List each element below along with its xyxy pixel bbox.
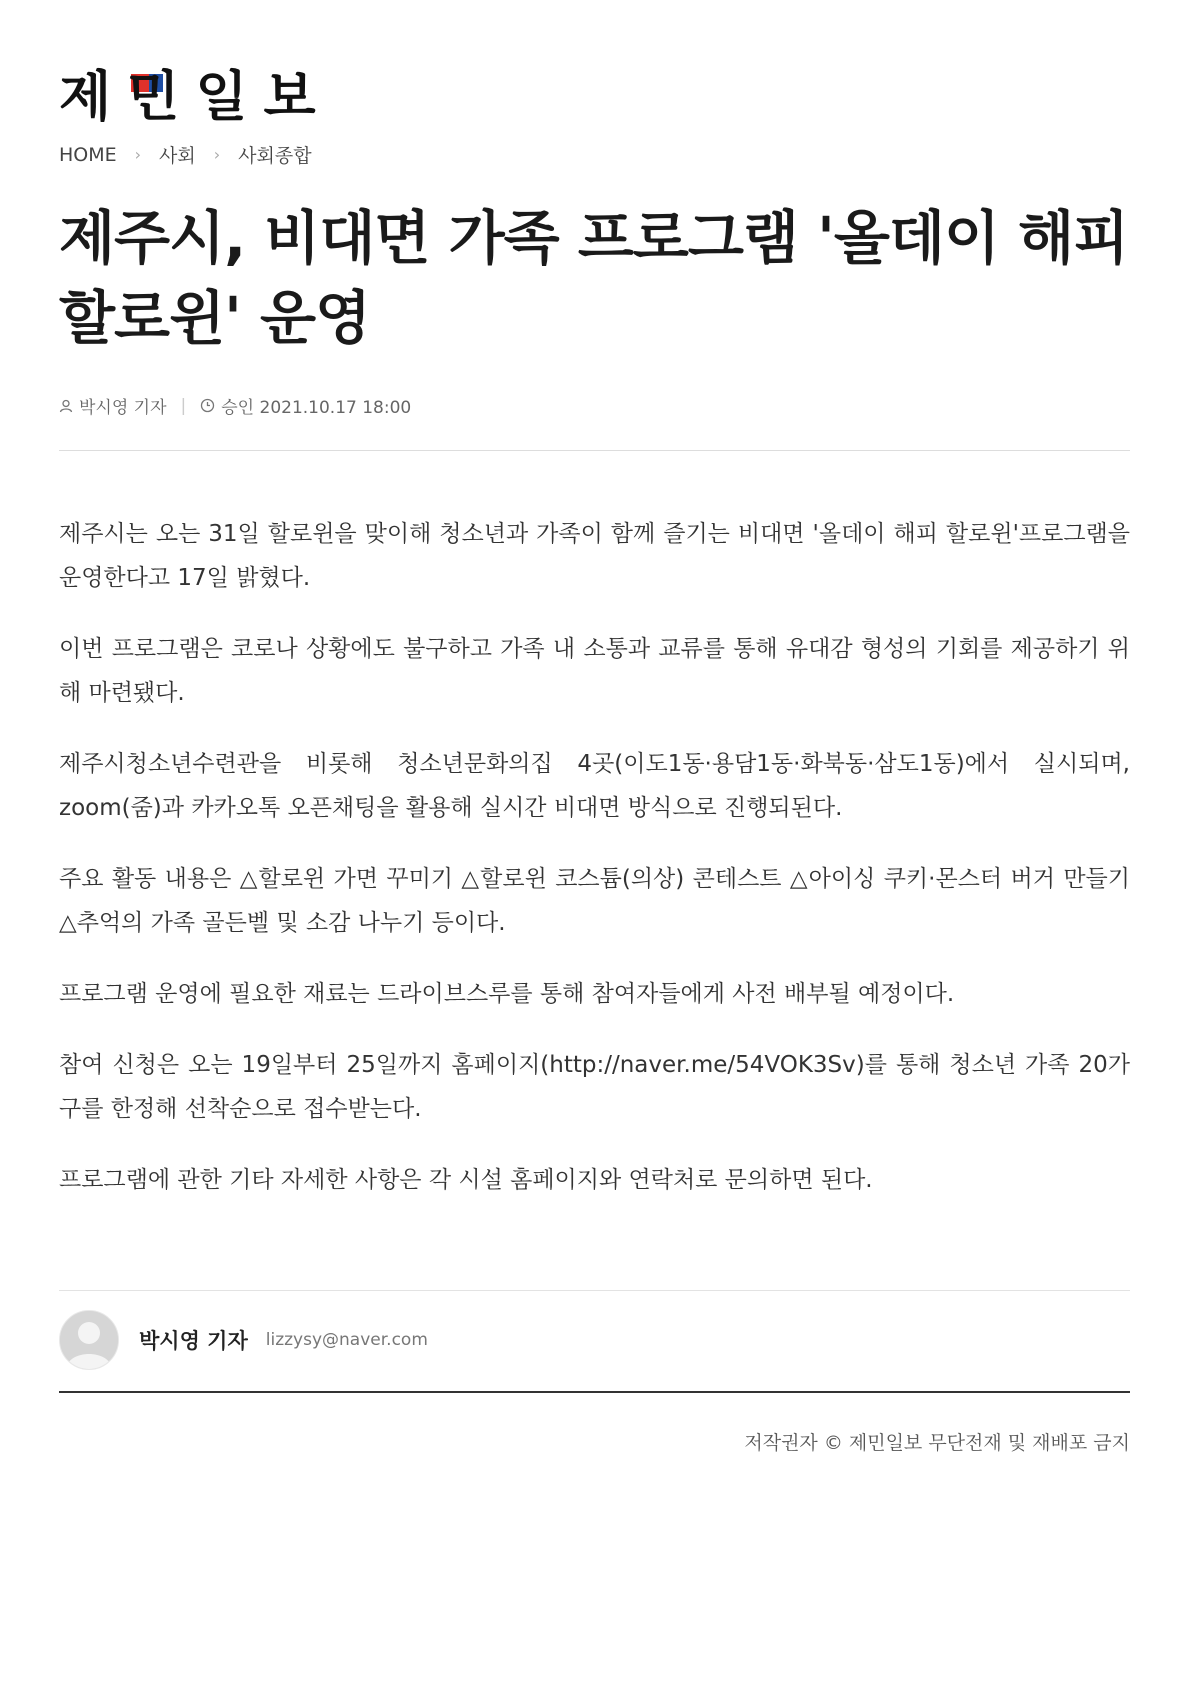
chevron-right-icon: › xyxy=(213,145,221,164)
chevron-right-icon: › xyxy=(134,145,142,164)
article-paragraph: 프로그램 운영에 필요한 재료는 드라이브스루를 통해 참여자들에게 사전 배부될 예정이다. xyxy=(59,981,955,1007)
article-paragraph: 제주시는 오는 31일 할로윈을 맞이해 청소년과 가족이 함께 즐기는 비대면 '올데이 해피 할로윈'프로그램을 운영한다고 17일 밝혔다. xyxy=(59,521,1130,591)
article-paragraph: 이번 프로그램은 코로나 상황에도 불구하고 가족 내 소통과 교류를 통해 유대감 형성의 기회를 제공하기 위해 마련됐다. xyxy=(59,636,1130,706)
site-logo[interactable] xyxy=(59,65,1130,128)
logo-char-2 xyxy=(127,65,182,128)
article-paragraph: 주요 활동 내용은 △할로윈 가면 꾸미기 △할로윈 코스튬(의상) 콘테스트 △아이싱 쿠키·몬스터 버거 만들기 △추억의 가족 골든벨 및 소감 나누기 등이다. xyxy=(59,866,1130,936)
logo-char-1: 제 xyxy=(59,65,114,128)
article-paragraph: 참여 신청은 오는 19일부터 25일까지 홈페이지(http://naver.me/54VOK3Sv)를 통해 청소년 가족 20가구를 한정해 선착순으로 접수받는다. xyxy=(59,1052,1130,1122)
logo-char-4: 보 xyxy=(263,65,318,128)
breadcrumb-society-general[interactable]: 사회종합 xyxy=(238,145,312,167)
author-box xyxy=(59,1310,1130,1370)
meta-divider: | xyxy=(180,395,187,416)
article-approved-date: 승인 2021.10.17 18:00 xyxy=(221,398,412,418)
article-meta xyxy=(59,393,1130,418)
copyright-notice: 저작권자 © 제민일보 무단전재 및 재배포 금지 xyxy=(744,1432,1130,1454)
breadcrumb xyxy=(59,141,1130,168)
logo-char-3: 일 xyxy=(195,65,250,128)
article-author[interactable]: 박시영 기자 xyxy=(79,398,167,418)
person-icon xyxy=(59,399,73,413)
article-paragraph: 프로그램에 관한 기타 자세한 사항은 각 시설 홈페이지와 연락처로 문의하면 된다. xyxy=(59,1167,873,1193)
breadcrumb-society[interactable]: 사회 xyxy=(159,145,196,167)
article-body xyxy=(59,512,1130,1229)
divider xyxy=(59,450,1130,451)
article-paragraph: 제주시청소년수련관을 비롯해 청소년문화의집 4곳(이도1동·용담1동·화북동·삼도1동)에서 실시되며, zoom(줌)과 카카오톡 오픈채팅을 활용해 실시간 비대면 방식으로 진행되된다. xyxy=(59,751,1130,821)
article-title-line2: 할로윈' 운영 xyxy=(59,284,371,352)
article-title xyxy=(59,198,1130,358)
divider xyxy=(59,1290,1130,1291)
breadcrumb-home[interactable]: HOME xyxy=(59,143,117,166)
avatar[interactable] xyxy=(59,1310,119,1370)
divider xyxy=(59,1391,1130,1393)
author-name[interactable]: 박시영 기자 xyxy=(139,1329,248,1353)
author-email[interactable]: lizzysy@naver.com xyxy=(265,1330,428,1350)
article-title-line1: 제주시, 비대면 가족 프로그램 '올데이 해피 xyxy=(59,204,1129,272)
avatar-placeholder-icon xyxy=(60,1311,118,1369)
clock-icon xyxy=(200,398,215,413)
logo-char-2-text: 민 xyxy=(127,65,182,128)
